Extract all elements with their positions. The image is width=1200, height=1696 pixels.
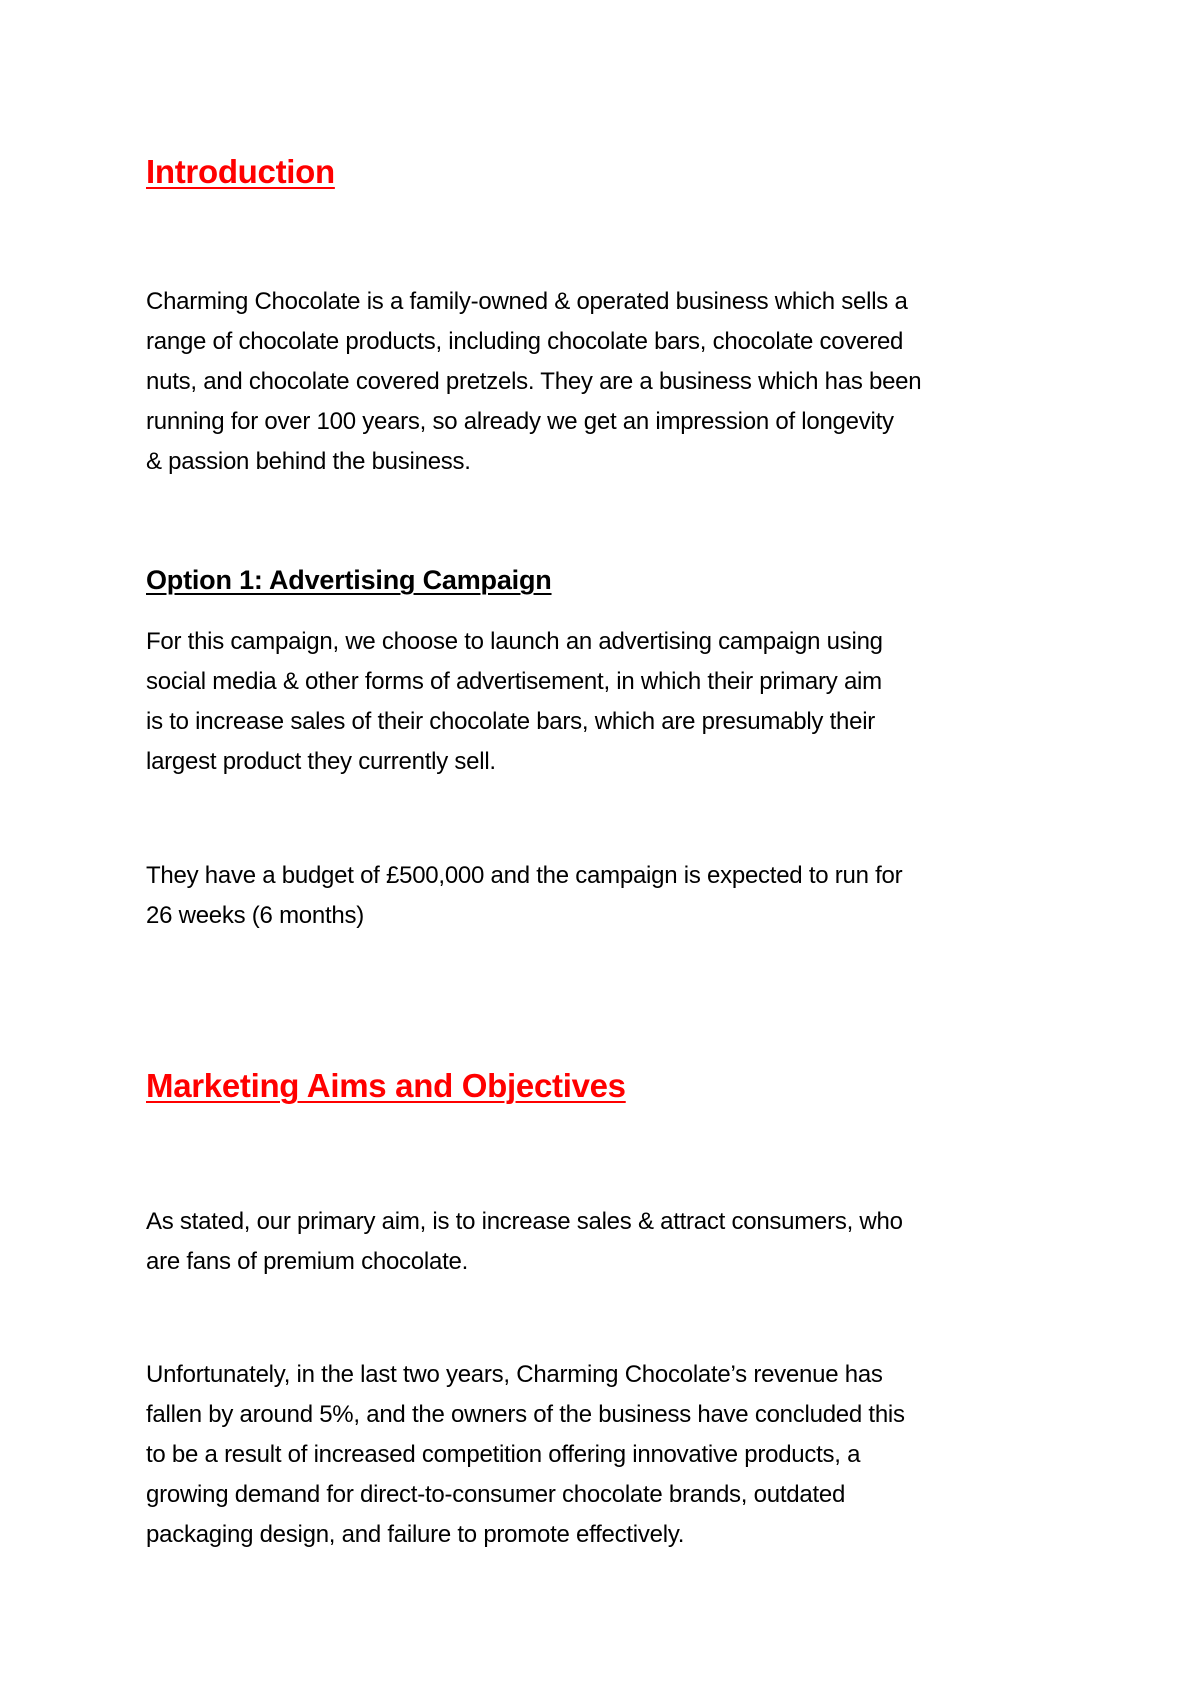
- marketing-aims-heading: Marketing Aims and Objectives: [146, 1067, 626, 1104]
- option-1-heading: Option 1: Advertising Campaign: [146, 565, 552, 595]
- text-line: nuts, and chocolate covered pretzels. They are a business which has been: [146, 368, 922, 395]
- introduction-heading: Introduction: [146, 153, 335, 190]
- text-line: largest product they currently sell.: [146, 748, 496, 775]
- text-line: They have a budget of £500,000 and the campaign is expected to run for: [146, 862, 903, 889]
- text-line: 26 weeks (6 months): [146, 902, 365, 929]
- text-line: range of chocolate products, including chocolate bars, chocolate covered: [146, 328, 904, 355]
- option-1-paragraph-1: [146, 622, 1076, 782]
- introduction-paragraph: [146, 282, 1076, 482]
- text-line: running for over 100 years, so already we get an impression of longevity: [146, 408, 894, 435]
- text-line: social media & other forms of advertisement, in which their primary aim: [146, 668, 882, 695]
- text-line: to be a result of increased competition offering innovative products, a: [146, 1441, 861, 1468]
- text-line: packaging design, and failure to promote effectively.: [146, 1521, 685, 1548]
- option-1-paragraph-2: [146, 856, 1076, 936]
- text-line: fallen by around 5%, and the owners of the business have concluded this: [146, 1401, 905, 1428]
- text-line: As stated, our primary aim, is to increase sales & attract consumers, who: [146, 1208, 903, 1235]
- text-line: growing demand for direct-to-consumer chocolate brands, outdated: [146, 1481, 846, 1508]
- marketing-paragraph-1: [146, 1202, 1076, 1282]
- text-line: Charming Chocolate is a family-owned & operated business which sells a: [146, 288, 908, 315]
- text-line: are fans of premium chocolate.: [146, 1248, 468, 1275]
- text-line: Unfortunately, in the last two years, Charming Chocolate’s revenue has: [146, 1361, 883, 1388]
- marketing-paragraph-2: [146, 1355, 1076, 1555]
- text-line: & passion behind the business.: [146, 448, 471, 475]
- text-line: is to increase sales of their chocolate bars, which are presumably their: [146, 708, 876, 735]
- text-line: For this campaign, we choose to launch an advertising campaign using: [146, 628, 883, 655]
